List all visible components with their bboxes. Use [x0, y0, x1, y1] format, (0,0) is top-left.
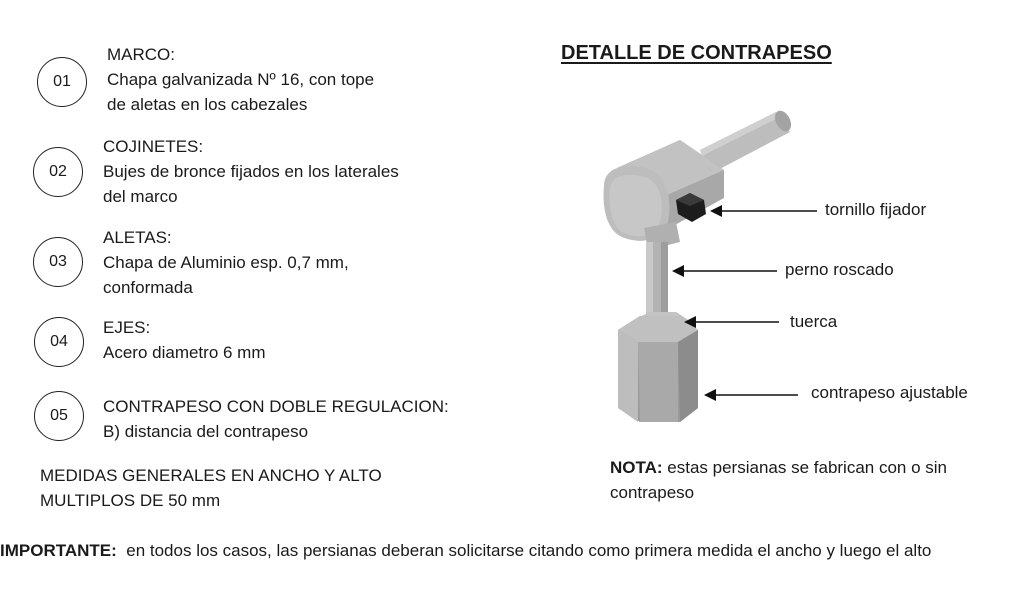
- item-line: del marco: [103, 187, 178, 206]
- important-text: en todos los casos, las persianas deberan solicitarse citando como primera medida el ancho y luego el alto: [126, 541, 932, 560]
- label-nut: tuerca: [790, 312, 838, 331]
- general-line: MULTIPLOS DE 50 mm: [40, 491, 221, 510]
- item-heading: MARCO:: [107, 45, 175, 64]
- note-text: estas persianas se fabrican con o sin contrapeso: [610, 458, 948, 502]
- item-heading: ALETAS:: [103, 228, 172, 247]
- number-badge: 01: [37, 57, 87, 107]
- number-badge: 05: [34, 391, 84, 441]
- label-counterweight: contrapeso ajustable: [811, 383, 968, 402]
- general-line: MEDIDAS GENERALES EN ANCHO Y ALTO: [40, 466, 382, 485]
- item-line: Chapa galvanizada Nº 16, con tope: [107, 70, 375, 89]
- item-line: Chapa de Aluminio esp. 0,7 mm,: [103, 253, 349, 272]
- label-set-screw: tornillo fijador: [825, 200, 927, 219]
- item-line: Acero diametro 6 mm: [103, 343, 266, 362]
- threaded-bolt: [646, 242, 668, 324]
- item-heading: COJINETES:: [103, 137, 204, 156]
- item-line: B) distancia del contrapeso: [103, 422, 309, 441]
- detail-title: DETALLE DE CONTRAPESO: [561, 42, 832, 64]
- note-label: NOTA:: [610, 458, 663, 477]
- important-label: IMPORTANTE:: [0, 541, 117, 560]
- item-line: conformada: [103, 278, 193, 297]
- number-badge: 02: [33, 147, 83, 197]
- number-badge: 03: [33, 237, 83, 287]
- arrow-screw: [710, 205, 817, 217]
- important-notice: [0, 538, 1000, 563]
- note: [610, 455, 970, 505]
- shaft-rod: [700, 108, 794, 172]
- arrow-nut: [684, 316, 779, 328]
- counterweight: [618, 316, 698, 422]
- item-line: de aletas en los cabezales: [107, 95, 308, 114]
- arrow-bolt: [672, 265, 777, 277]
- label-threaded-bolt: perno roscado: [785, 260, 894, 279]
- item-heading: CONTRAPESO CON DOBLE REGULACION:: [103, 397, 449, 416]
- item-heading: EJES:: [103, 318, 151, 337]
- arrow-weight: [704, 389, 798, 401]
- item-line: Bujes de bronce fijados en los laterales: [103, 162, 399, 181]
- number-badge: 04: [34, 317, 84, 367]
